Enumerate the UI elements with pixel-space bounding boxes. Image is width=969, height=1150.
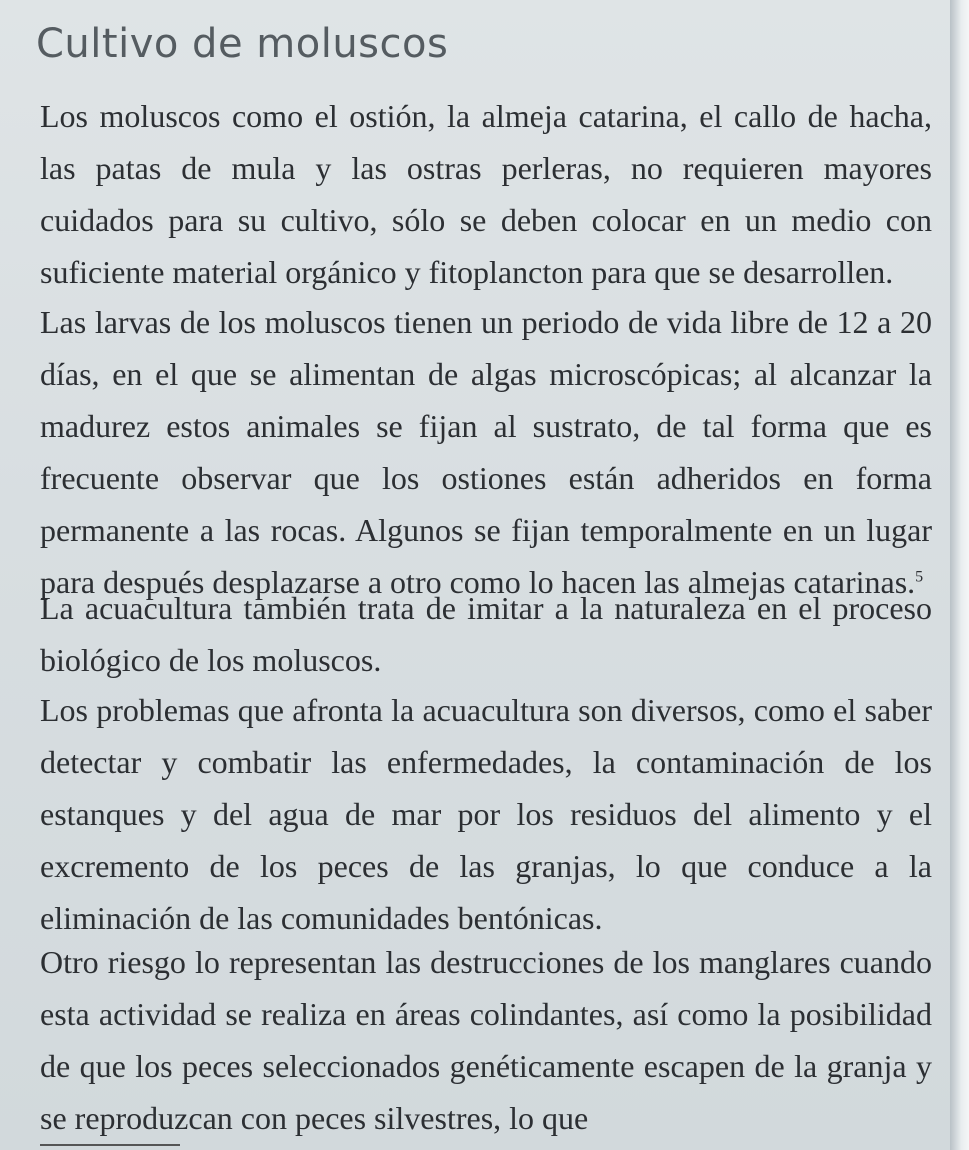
paragraph-3: La acuacultura también trata de imitar a la naturaleza en el proceso biológico de los moluscos. bbox=[40, 590, 932, 678]
paragraph-1: Los moluscos como el ostión, la almeja catarina, el callo de hacha, las patas de mula y las ostras perleras, no requieren mayores cuidados para su cultivo, sólo se deben colocar en un medio con suficiente material orgánico y fitoplancton para que se desarrollen. bbox=[40, 98, 932, 290]
paragraph-4: Los problemas que afronta la acuacultura son diversos, como el saber detectar y combatir las enfermedades, la contaminación de los estanques y del agua de mar por los residuos del alimento y el excremento de los peces de las granjas, lo que conduce a la eliminación de las comunidades bentónicas. bbox=[40, 692, 932, 936]
paragraph-5: Otro riesgo lo representan las destrucciones de los manglares cuando esta actividad se realiza en áreas colindantes, así como la posibilidad de que los peces seleccionados genéticamente escapen de la granja y se reproduzcan con peces silvestres, lo que bbox=[40, 944, 932, 1136]
page-edge bbox=[950, 0, 969, 1150]
paragraph-2 bbox=[40, 296, 932, 608]
section-title: Cultivo de moluscos bbox=[36, 21, 449, 67]
footnote-marker: 5 bbox=[915, 568, 924, 586]
footnote-divider bbox=[40, 1144, 180, 1146]
paragraph-2-text: Las larvas de los moluscos tienen un periodo de vida libre de 12 a 20 días, en el que se alimentan de algas microscópicas; al alcanzar la madurez estos animales se fijan al sustrato, de tal forma que es frecuente observar que los ostiones están adheridos en forma permanente a las rocas. Algunos se fijan temporalmente en un lugar para después desplazarse a otro como lo hacen las almejas catarinas. bbox=[40, 304, 932, 600]
